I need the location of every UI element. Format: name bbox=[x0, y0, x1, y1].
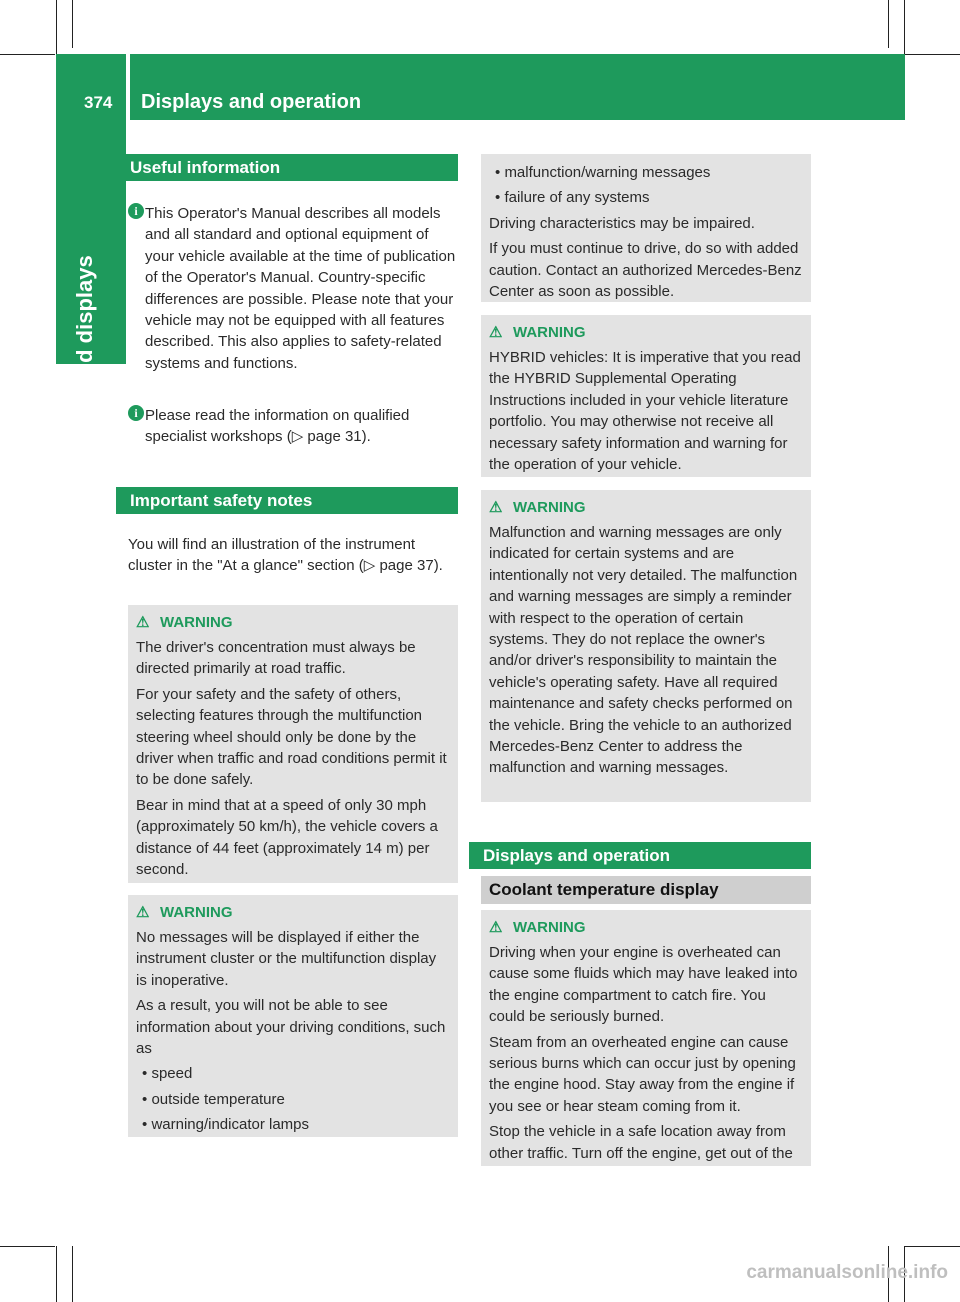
warning-heading bbox=[136, 613, 450, 633]
useful-info-heading: Useful information bbox=[116, 154, 458, 181]
safety-notes-heading: Important safety notes bbox=[116, 487, 458, 514]
warning-heading bbox=[136, 903, 450, 923]
warning-triangle-icon: ⚠ bbox=[136, 614, 150, 631]
warning-box-3 bbox=[481, 315, 811, 477]
bullet-icon: • bbox=[142, 1116, 148, 1134]
warning-box-4 bbox=[481, 490, 811, 802]
warning-label: WARNING bbox=[513, 324, 586, 341]
list-item: • malfunction/warning messages bbox=[495, 164, 711, 181]
crop-mark bbox=[888, 0, 889, 48]
crop-mark bbox=[0, 54, 55, 55]
page-number: 374 bbox=[84, 93, 113, 112]
warning-box-1 bbox=[128, 605, 458, 883]
bullet-icon: • bbox=[495, 164, 501, 181]
warning-text: No messages will be displayed if either the instrument cluster or the multifunction display is inoperative. bbox=[136, 929, 437, 989]
info-note-text: This Operator's Manual describes all models and all standard and optional equipment of your vehicle available at the time of publication of the Operator's Manual. Country-specific differences are possible. Please note that your vehicle may not be equipped with all features described. This also applies to safety-related systems and functions. bbox=[145, 205, 456, 372]
list-item: • outside temperature bbox=[142, 1090, 285, 1108]
warning-label: WARNING bbox=[160, 614, 233, 631]
info-note-2 bbox=[128, 405, 460, 448]
list-item: • failure of any systems bbox=[495, 189, 650, 207]
list-item: • speed bbox=[142, 1065, 193, 1083]
warning-box-5 bbox=[481, 910, 811, 1166]
warning-text: Driving when your engine is overheated can cause some fluids which may have leaked into the engine compartment to catch fire. You could be seriously burned. bbox=[489, 944, 798, 1026]
warning-label: WARNING bbox=[160, 904, 233, 921]
warning-text: Steam from an overheated engine can cause serious burns which can occur just by opening the engine hood. Stay away from the engine if you see or hear steam coming from it. bbox=[489, 1033, 796, 1115]
warning-heading bbox=[489, 498, 803, 518]
warning-heading bbox=[489, 323, 803, 343]
warning-text: Bear in mind that at a speed of only 30 mph (approximately 50 km/h), the vehicle covers a distance of 44 feet (approximately 14 m) per second. bbox=[136, 796, 438, 879]
warning-label: WARNING bbox=[513, 499, 586, 516]
warning-label: WARNING bbox=[513, 919, 586, 936]
warning-triangle-icon: ⚠ bbox=[489, 499, 503, 516]
crop-mark bbox=[72, 0, 73, 48]
page-title: Displays and operation bbox=[141, 91, 362, 113]
crop-mark bbox=[905, 54, 960, 55]
warning-triangle-icon: ⚠ bbox=[489, 324, 503, 341]
coolant-heading: Coolant temperature display bbox=[481, 876, 811, 904]
warning-text: As a result, you will not be able to see information about your driving conditions, such as bbox=[136, 997, 446, 1058]
warning-text: Stop the vehicle in a safe location away from other traffic. Turn off the engine, get out of the bbox=[489, 1123, 793, 1162]
crop-mark bbox=[905, 1246, 960, 1247]
info-note-text: Please read the information on qualified specialist workshops (▷ page 31). bbox=[145, 407, 410, 446]
displays-operation-heading: Displays and operation bbox=[469, 842, 811, 869]
watermark: carmanualsonline.info bbox=[746, 1262, 948, 1283]
info-icon: i bbox=[128, 203, 144, 219]
warning-text: The driver's concentration must always be directed primarily at road traffic. bbox=[136, 639, 416, 678]
warning-box-2 bbox=[128, 895, 458, 1137]
info-note-1 bbox=[128, 203, 460, 374]
chapter-title: On-board computer and displays bbox=[72, 255, 97, 600]
warning-text: For your safety and the safety of others, selecting features through the multifunction steering wheel should only be done by the driver when traffic and road conditions permit it to be done safely. bbox=[136, 685, 447, 789]
warning-triangle-icon: ⚠ bbox=[136, 904, 150, 921]
crop-mark bbox=[56, 0, 57, 54]
crop-mark bbox=[56, 1246, 57, 1302]
warning-text: Malfunction and warning messages are only indicated for certain systems and are intentionally not very detailed. The malfunction and warning messages are simply a reminder with respect to the operation of certain systems. They do not replace the owner's and/or driver's responsibility to maintain the vehicle's operating safety. Have all required maintenance and safety checks performed on the vehicle. Bring the vehicle to an authorized Mercedes-Benz Center to address the malfunction and warning messages. bbox=[489, 524, 798, 777]
header-divider bbox=[126, 54, 130, 120]
safety-intro: You will find an illustration of the instrument cluster in the "At a glance" section (▷ page 37). bbox=[128, 536, 443, 575]
list-item: • warning/indicator lamps bbox=[142, 1116, 310, 1134]
bullet-icon: • bbox=[495, 189, 501, 207]
bullet-icon: • bbox=[142, 1090, 148, 1108]
warning-text: Driving characteristics may be impaired. bbox=[489, 214, 755, 232]
warning-heading bbox=[489, 918, 803, 938]
warning-text: HYBRID vehicles: It is imperative that you read the HYBRID Supplemental Operating Instructions included in your vehicle literature portfolio. You may otherwise not receive all necessary safety information and warning for the operation of your vehicle. bbox=[489, 349, 801, 474]
warning-box-continued bbox=[481, 154, 811, 302]
warning-text: If you must continue to drive, do so with added caution. Contact an authorized Mercedes-Benz Center as soon as possible. bbox=[489, 240, 802, 301]
info-icon: i bbox=[128, 405, 144, 421]
crop-mark bbox=[0, 1246, 55, 1247]
bullet-icon: • bbox=[142, 1065, 148, 1083]
crop-mark bbox=[72, 1246, 73, 1302]
warning-triangle-icon: ⚠ bbox=[489, 919, 503, 936]
crop-mark bbox=[904, 0, 905, 54]
